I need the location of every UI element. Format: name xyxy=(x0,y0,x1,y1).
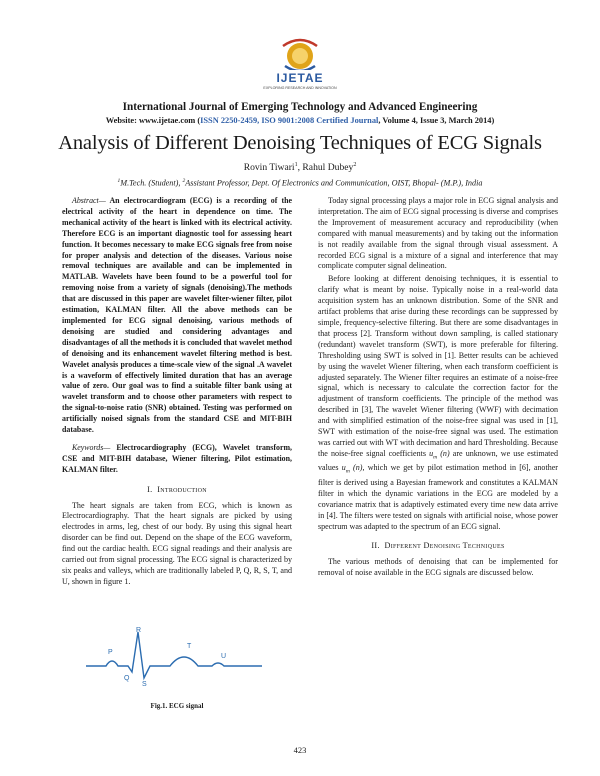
volume-info: , Volume 4, Issue 3, March 2014) xyxy=(378,116,495,125)
section-1-number: I. xyxy=(147,484,153,494)
affil-text-2: Assistant Professor, Dept. Of Electronics and Communication, OIST, Bhopal- (M.P.), India xyxy=(185,178,483,188)
website-prefix: Website: www.ijetae.com ( xyxy=(105,116,201,125)
ecg-label-p: P xyxy=(108,649,113,656)
ecg-label-q: Q xyxy=(124,675,130,682)
ecg-label-t: T xyxy=(187,643,192,650)
ecg-label-u: U xyxy=(221,653,227,660)
section-2-heading xyxy=(318,541,558,552)
intro-paragraph: The heart signals are taken from ECG, which is known as Electrocardiography. That the heart signals are picked by using electrodes in arms, leg, chest of our body. By using this signal heart disorder can be find out. Depend on the shape of the ECG waveform, find out the cardiac health. ECG signal readings and their analysis are carried out from signal processing. The ECG signal is characterized by six peaks and valleys, which are traditionally labeled P, Q, R, S, T, and U, shown in figure 1. xyxy=(62,500,292,586)
affil-text-1: M.Tech. (Student), xyxy=(120,178,183,188)
affil-sup-2: 2 xyxy=(182,178,186,184)
section-1-title: Introduction xyxy=(157,484,207,494)
keywords xyxy=(62,443,292,476)
denoising-text-c: , which we get by pilot estimation method in [6], another filter is derived using a Bayesian framework and constitutes a KALMAN filter in which the dynamic variations in the ECG are modeled by a covariance matrix that is adaptively estimated every time new data arrive in [4]. The filters were tested on signals with artificial noise, whose power spectrum was adapted to the spectrum of an ECG signal. xyxy=(318,463,558,531)
author-2: , Rahul Dubey xyxy=(297,162,354,174)
author-1: Rovin Tiwari xyxy=(243,162,295,174)
journal-website-line xyxy=(0,116,600,125)
um-symbol-2: $u_m$ (n) xyxy=(341,463,363,475)
affiliation-line xyxy=(0,178,600,188)
paper-title: Analysis of Different Denoising Techniques of ECG Signals xyxy=(58,132,542,154)
author-1-sup: 1 xyxy=(294,162,298,168)
ecg-label-r: R xyxy=(136,627,142,634)
logo-text: IJETAE xyxy=(276,71,324,85)
affil-sup-1: 1 xyxy=(117,178,121,184)
ecg-waveform-graphic xyxy=(84,626,268,686)
issn-link[interactable]: ISSN 2250-2459, ISO 9001:2008 Certified Journal xyxy=(200,116,379,125)
logo-tagline: EXPLORING RESEARCH AND INNOVATION xyxy=(263,86,337,90)
abstract-label: Abstract— xyxy=(72,196,106,205)
ecg-figure xyxy=(84,626,268,686)
denoising-text-a: Before looking at different denoising techniques, it is essential to clarify what is meant by noise. Typically noise in a real-world data acquisition system has an unknown distribution. Some of the SNR and artifact problems that arise during these recordings can be suppressed by simple, frequency-selective filtering. But there are some disadvantages in that process [2]. Transform without down sampling, is called stationary (redundant) wavelet transform (SWT), is more preferable for filtering. Thresholding using SWT is solved in [1]. Better results can be achieved by using the wavelet Wiener filtering, when each transform coefficient is adjusted separately. The Wiener filter requires an estimate of a noise-free signal, which is necessary to calculate the correction factor for the adjustment of transform coefficients. The principle of the method was described in [3], The wavelet Wiener filtering (WWF) with decimation and with simplified estimation of the noise-free signal was used in [1], SWT with estimation of the noise-free signal was used. The estimation was carried out with WT with decimation and hard Thresholding. Because the noise-free signal coefficients xyxy=(318,274,558,458)
page-number: 423 xyxy=(293,745,307,755)
journal-name: International Journal of Emerging Technology and Advanced Engineering xyxy=(122,101,478,113)
abstract-text: An electrocardiogram (ECG) is a recording of the electrical activity of the heart in dependence on time. The mechanical activity of the heart is linked with its electrical activity. Therefore ECG is an important diagnostic tool for assessing heart function. It becomes necessary to make ECG signals free from noise for proper analysis and detection of the diseases. Various noise removal techniques are available and can be implemented in MATLAB. Wavelets have been found to be a powerful tool for removing noise from a variety of signals (denoising).The methods that are discussed in this paper are wavelet filter-wiener filter, pilot estimation, KALMAN filter. All the above methods can be implemented for ECG signal denoising, various methods of denoising are studied and considering advantages and disadvantages of all the methods it is concluded that wavelet method of denoising and its enhancement wavelet filtering method is best. Wavelet analysis produces a time-scale view of the signal .A wavelet is a waveform of effectively limited duration that has an average value of zero. Our goal was to find a suitable filter bank using at wavelet transform and to choose other parameters with respect to the signal-to-noise ratio (SNR) obtained. Testing was performed on artificially noised signals from the standard CSE and MIT-BIH database. xyxy=(62,196,292,435)
denoising-text-b: are unknown, we use estimated values xyxy=(318,448,558,473)
abstract xyxy=(62,196,292,436)
keywords-label: Keywords— xyxy=(72,442,111,452)
section-2-number: II. xyxy=(371,541,380,551)
denoising-paragraph xyxy=(318,274,558,532)
keywords-text: Electrocardiography (ECG), Wavelet transform, CSE and MIT-BIH database, Wiener filtering, Pilot estimation, KALMAN filter. xyxy=(62,442,292,474)
um-symbol-1: $u_m$ (n) xyxy=(429,448,450,461)
section-2-paragraph: The various methods of denoising that can be implemented for removal of noise available in the ECG signals are discussed below. xyxy=(318,557,558,578)
section-1-heading xyxy=(62,485,292,496)
journal-logo xyxy=(255,36,345,94)
ecg-label-s: S xyxy=(142,681,147,686)
signal-processing-paragraph: Today signal processing plays a major role in ECG signal analysis and interpretation. The aim of ECG signal processing is diverse and comprises the Improvement of measurement accuracy and reproducibility (when compared with manual measurements) and by taking out the information is not readily available from the signal through visual assessment. A recorded ECG signal is a mixture of a signal and interference that may complicate computer signal delineation. xyxy=(318,196,558,271)
figure-caption: Fig.1. ECG signal xyxy=(150,702,204,710)
section-2-title: Different Denoising Techniques xyxy=(384,541,505,551)
left-column xyxy=(62,196,292,588)
right-column xyxy=(318,196,558,579)
author-2-sup: 2 xyxy=(353,162,357,168)
authors-line xyxy=(0,162,600,173)
